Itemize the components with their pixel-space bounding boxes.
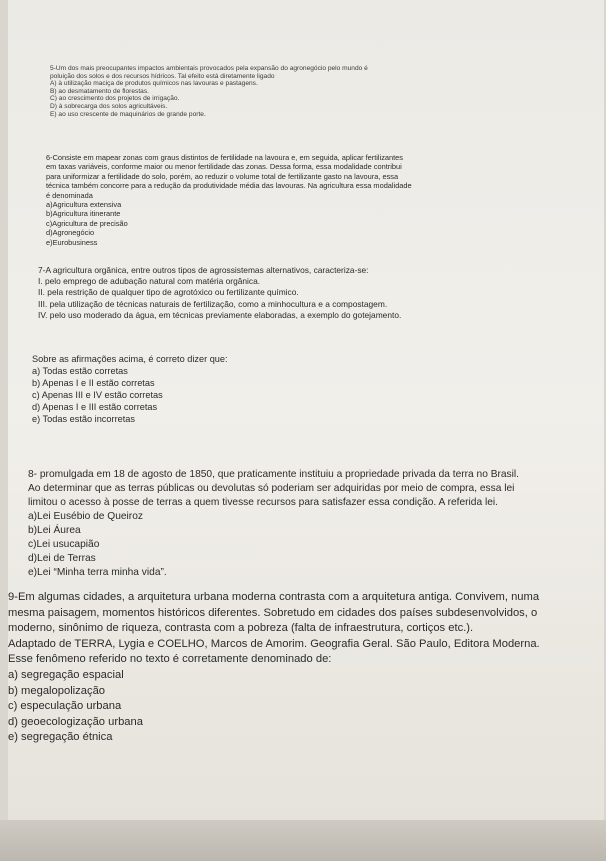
q8-option-a: a)Lei Eusébio de Queiroz xyxy=(28,511,143,522)
question-9 xyxy=(8,592,540,748)
q7-option-a: a) Todas estão corretas xyxy=(32,366,128,376)
q6-stem-line: técnica também concorre para a redução da produtividade média das lavouras. Na agricultura essa modalidade xyxy=(46,181,412,191)
q9-prompt: Esse fenômeno referido no texto é corretamente denominado de: xyxy=(8,653,332,666)
question-5 xyxy=(50,66,368,119)
question-7-options xyxy=(32,355,228,427)
q6-stem-line: 6-Consiste em mapear zonas com graus distintos de fertilidade na lavoura e, em seguida, aplicar fertilizantes xyxy=(46,153,403,162)
q7-option-e: e) Todas estão incorretas xyxy=(32,414,135,424)
q7-option-d: d) Apenas I e III estão corretas xyxy=(32,402,158,412)
q9-source: Adaptado de TERRA, Lygia e COELHO, Marcos de Amorim. Geografia Geral. São Paulo, Editora Moderna. xyxy=(8,637,540,650)
q7-option-c: c) Apenas III e IV estão corretas xyxy=(32,390,163,400)
q5-option-d: D) à sobrecarga dos solos agricultáveis. xyxy=(50,102,168,110)
q9-option-d: d) geoecologização urbana xyxy=(8,715,143,728)
q9-option-a: a) segregação espacial xyxy=(8,668,124,681)
q9-stem-line: mesma paisagem, momentos históricos diferentes. Sobretudo em cidades dos países subdesenvolvidos, o xyxy=(8,606,538,619)
q8-stem-line: 8- promulgada em 18 de agosto de 1850, que praticamente instituiu a propriedade privada da terra no Brasil. xyxy=(28,469,520,480)
q7-statement-ii: II. pela restrição de qualquer tipo de agrotóxico ou fertilizante químico. xyxy=(38,287,299,298)
q7-statement-i: I. pelo emprego de adubação natural com matéria orgânica. xyxy=(38,276,261,287)
q8-option-c: c)Lei usucapião xyxy=(28,539,100,550)
q8-stem-line: Ao determinar que as terras públicas ou devolutas só poderiam ser adquiridas por meio de compra, essa lei xyxy=(28,483,515,494)
q5-option-e: E) ao uso crescente de maquinários de grande porte. xyxy=(50,110,206,118)
question-7 xyxy=(38,266,401,322)
q6-option-b: b)Agricultura itinerante xyxy=(46,209,121,219)
q5-option-c: C) ao crescimento dos projetos de irrigação. xyxy=(50,95,180,103)
q8-option-e: e)Lei “Minha terra minha vida”. xyxy=(28,567,167,578)
q6-stem-line: em taxas variáveis, conforme maior ou menor fertilidade das zonas. Dessa forma, essa modalidade contribui xyxy=(46,162,402,172)
q8-option-d: d)Lei de Terras xyxy=(28,553,96,564)
q5-stem-line: 5-Um dos mais preocupantes impactos ambientais provocados pela expansão do agronegócio pelo mundo é xyxy=(50,65,368,72)
q5-stem-line: poluição dos solos e dos recursos hídricos. Tal efeito está diretamente ligado xyxy=(50,72,275,80)
question-6 xyxy=(46,154,412,248)
table-surface xyxy=(0,820,606,861)
q5-option-a: A) à utilização maciça de produtos químicos nas lavouras e pastagens. xyxy=(50,80,258,88)
q6-stem-line: é denominada xyxy=(46,190,93,200)
q8-option-b: b)Lei Áurea xyxy=(28,525,81,536)
q7-statement-iv: IV. pelo uso moderado da água, em técnicas previamente elaboradas, a exemplo do gotejamento. xyxy=(38,309,402,320)
q7-prompt: Sobre as afirmações acima, é correto dizer que: xyxy=(32,354,228,364)
q9-stem-line: moderno, sinônimo de riqueza, contrasta com a pobreza (falta de infraestrutura, cortiços etc.). xyxy=(8,622,474,635)
q6-option-a: a)Agricultura extensiva xyxy=(46,199,122,209)
q9-stem-line: 9-Em algumas cidades, a arquitetura urbana moderna contrasta com a arquitetura antiga. Convivem, numa xyxy=(8,591,540,603)
q7-statement-iii: III. pela utilização de técnicas naturais de fertilização, como a minhocultura e a compostagem. xyxy=(38,298,388,309)
q9-option-e: e) segregação étnica xyxy=(8,731,113,744)
q6-option-c: c)Agricultura de precisão xyxy=(46,218,128,228)
q8-stem-line: limitou o acesso à posse de terras a quem tivesse recursos para satisfazer essa condição. A referida lei. xyxy=(28,497,498,508)
question-8 xyxy=(28,470,519,582)
q7-option-b: b) Apenas I e II estão corretas xyxy=(32,378,155,388)
q9-option-b: b) megalopolização xyxy=(8,684,106,697)
q6-option-e: e)Eurobusiness xyxy=(46,237,98,247)
q7-stem-line: 7-A agricultura orgânica, entre outros tipos de agrossistemas alternativos, caracteriza-se: xyxy=(38,265,369,275)
q9-option-c: c) especulação urbana xyxy=(8,700,122,713)
q5-option-b: B) ao desmatamento de florestas. xyxy=(50,87,149,95)
q6-option-d: d)Agronegócio xyxy=(46,228,95,238)
q6-stem-line: para uniformizar a fertilidade do solo, porém, ao reduzir o volume total de fertilizante gasto na lavoura, essa xyxy=(46,171,399,181)
